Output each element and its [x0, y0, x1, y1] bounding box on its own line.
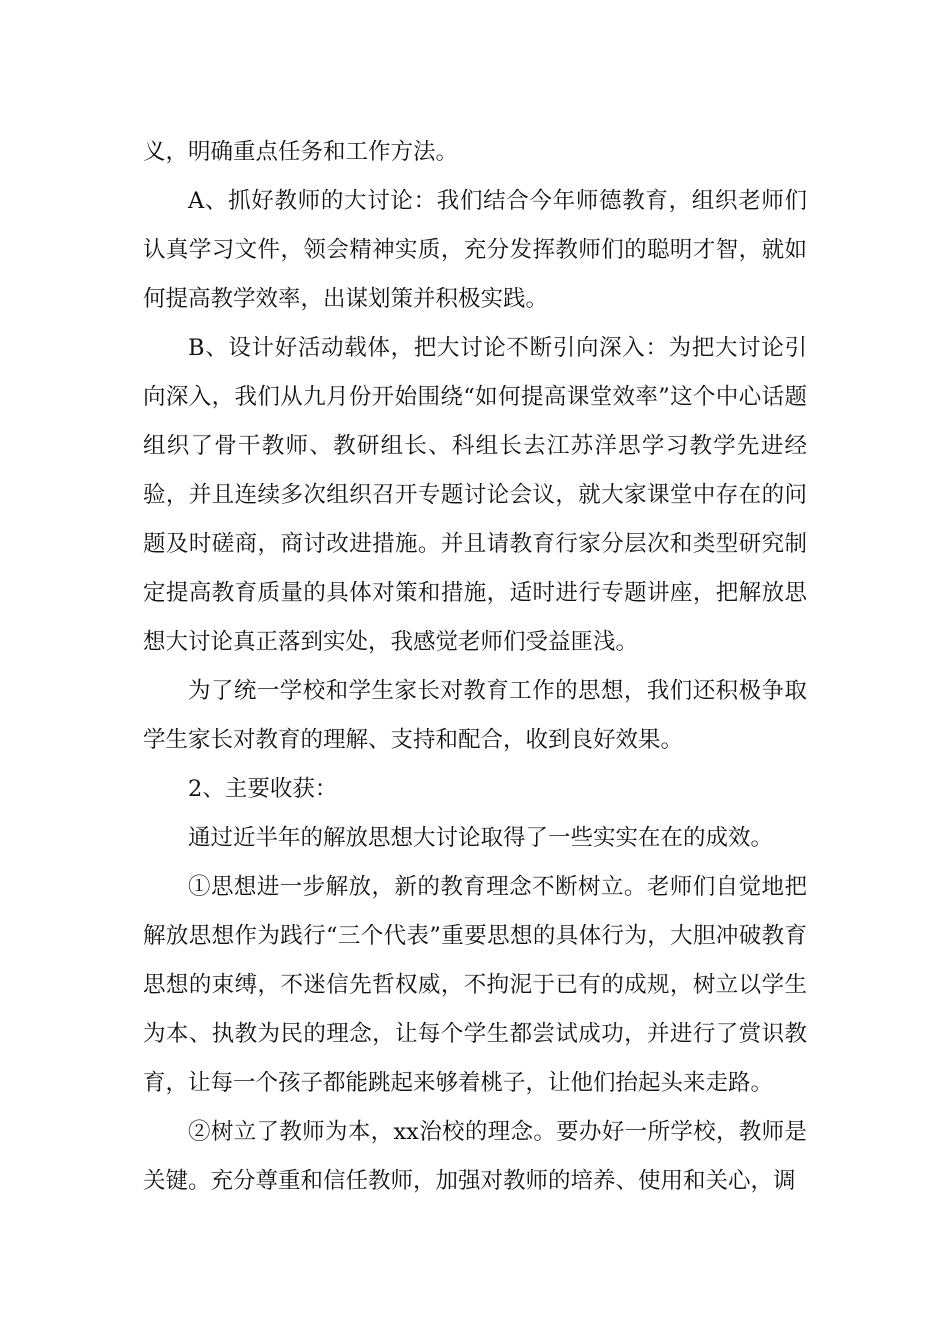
paragraph-gains-intro: 通过近半年的解放思想大讨论取得了一些实实在在的成效。 [188, 825, 774, 851]
section-heading-main-gains: 2、主要收获： [188, 776, 338, 802]
paragraph-b-activity-carrier: B、设计好活动载体，把大讨论不断引向深入：为把大讨论引向深入，我们从九月份开始围绕“如何提高课堂效率”这个中心话题组织了骨干教师、教研组长、科组长去江苏洋思学习教学先进经验，并且连续多次组织召开专题讨论会议，就大家课堂中存在的问题及时磋商，商讨改进措施。并且请教育行家分层次和类型研究制定提高教育质量的具体对策和措施，适时进行专题讲座，把解放思想大讨论真正落到实处，我感觉老师们受益匪浅。 [143, 335, 807, 655]
paragraph-a-teacher-discussion: A、抓好教师的大讨论：我们结合今年师德教育，组织老师们认真学习文件，领会精神实质，充分发挥教师们的聪明才智，就如何提高教学效率，出谋划策并积极实践。 [143, 188, 807, 312]
paragraph-continuation: 义，明确重点任务和工作方法。 [143, 139, 459, 165]
document-body [143, 128, 807, 1206]
paragraph-parent-cooperation: 为了统一学校和学生家长对教育工作的思想，我们还积极争取学生家长对教育的理解、支持和配合，收到良好效果。 [143, 678, 807, 753]
paragraph-gain-1: ①思想进一步解放，新的教育理念不断树立。老师们自觉地把解放思想作为践行“三个代表”重要思想的具体行为，大胆冲破教育思想的束缚，不迷信先哲权威，不拘泥于已有的成规，树立以学生为本、执教为民的理念，让每个学生都尝试成功，并进行了赏识教育，让每一个孩子都能跳起来够着桃子，让他们抬起头来走路。 [143, 874, 807, 1096]
paragraph-gain-2: ②树立了教师为本，xx治校的理念。要办好一所学校，教师是关键。充分尊重和信任教师，加强对教师的培养、使用和关心，调 [143, 1119, 807, 1194]
